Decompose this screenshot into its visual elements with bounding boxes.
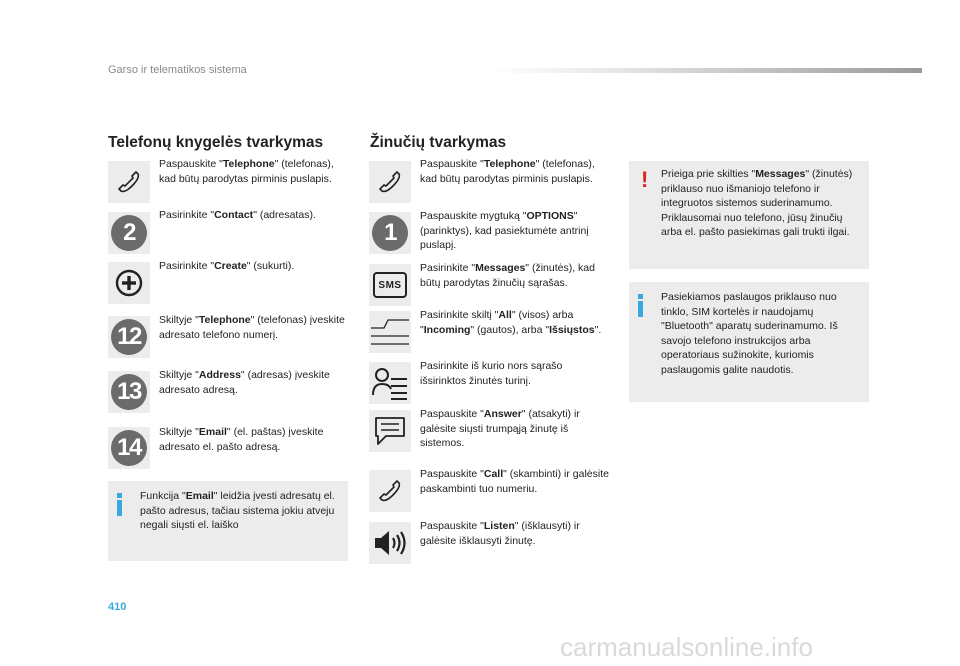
phonebook-section-title: Telefonų knygelės tvarkymas xyxy=(108,134,324,151)
text-run: Pasirinkite " xyxy=(159,209,215,221)
text-run: " (adresas) įveskite adresato adresą. xyxy=(159,369,330,396)
step-text xyxy=(420,308,610,337)
text-run: " (telefonas), kad būtų parodytas pirminis puslapis. xyxy=(159,158,334,185)
info-icon xyxy=(638,294,643,318)
text-run: Pasirinkite " xyxy=(420,262,476,274)
step-icon-box xyxy=(108,262,150,304)
header-bar xyxy=(490,68,922,73)
emphasized-term: OPTIONS xyxy=(526,210,574,222)
step-text xyxy=(159,368,351,397)
step-text xyxy=(420,157,610,186)
text-run: Paspauskite " xyxy=(420,468,484,480)
emphasized-term: Email xyxy=(185,490,214,502)
step-icon-box xyxy=(369,362,411,404)
text-run: Pasirinkite iš kurio nors sąrašo išsirinktos žinutės turinį. xyxy=(420,360,563,387)
phone-handset-icon xyxy=(375,476,405,506)
services-info-note xyxy=(629,282,869,402)
number-icon: 12 xyxy=(111,319,147,355)
number-icon: 14 xyxy=(111,430,147,466)
step-text xyxy=(420,467,610,496)
text-run: " (visos) arba " xyxy=(420,309,574,336)
note-text xyxy=(661,167,859,240)
message-detail-icon xyxy=(371,365,409,401)
text-run: Pasiekiamos paslaugos priklauso nuo tinklo, SIM kortelės ir naudojamų "Bluetooth" aparatų suderinamumo. Iš savojo telefono instrukcijos arba operatoriaus sužinokite, kuriomis paslaugomis galite naudotis. xyxy=(661,291,838,376)
warning-icon: ! xyxy=(641,167,649,192)
emphasized-term: Incoming xyxy=(423,323,471,336)
text-run: Paspauskite " xyxy=(420,408,484,420)
emphasized-term: All xyxy=(498,309,512,321)
text-run: Paspauskite " xyxy=(159,158,223,170)
step-icon-box xyxy=(108,161,150,203)
text-run: Skiltyje " xyxy=(159,314,199,326)
reply-icon xyxy=(372,414,408,448)
text-run: Skiltyje " xyxy=(159,426,199,438)
text-run: " (el. paštas) įveskite adresato el. pašto adresą. xyxy=(159,426,324,453)
emphasized-term: Email xyxy=(198,426,227,438)
sms-icon-label: SMS xyxy=(378,279,402,291)
step-icon-box xyxy=(108,212,150,254)
sms-icon xyxy=(373,272,407,298)
step-text xyxy=(420,209,610,253)
watermark-url: carmanualsonline.info xyxy=(560,632,813,662)
text-run: " (žinutės), kad būtų parodytas žinučių sąrašas. xyxy=(420,262,595,289)
emphasized-term: Listen xyxy=(483,520,515,532)
text-run: Pasirinkite " xyxy=(159,260,215,272)
tabs-icon xyxy=(370,316,410,348)
step-icon-box xyxy=(369,470,411,512)
step-icon-box xyxy=(369,161,411,203)
emphasized-term: Messages xyxy=(755,168,806,180)
text-run: ". xyxy=(594,323,602,336)
emphasized-term: Answer xyxy=(483,408,522,420)
page-number: 410 xyxy=(108,601,127,613)
add-icon xyxy=(113,267,145,299)
number-icon: 1 xyxy=(372,215,408,251)
step-text xyxy=(159,259,351,274)
text-run: Paspauskite mygtuką " xyxy=(420,210,527,222)
text-run: Skiltyje " xyxy=(159,369,199,381)
step-icon-box xyxy=(108,316,150,358)
number-icon: 2 xyxy=(111,215,147,251)
email-info-note xyxy=(108,481,348,561)
emphasized-term: Address xyxy=(198,369,241,381)
text-run: Funkcija " xyxy=(140,490,186,502)
step-icon-box xyxy=(369,212,411,254)
text-run: " (atsakyti) ir galėsite siųsti trumpąją žinutę iš sistemos. xyxy=(420,408,580,449)
emphasized-term: Išsiųstos xyxy=(549,323,595,336)
text-run: " (adresatas). xyxy=(253,209,316,221)
step-text xyxy=(159,313,351,342)
emphasized-term: Contact xyxy=(214,209,254,221)
text-run: " (telefonas) įveskite adresato telefono numerį. xyxy=(159,314,345,341)
note-text xyxy=(661,290,859,377)
emphasized-term: Telephone xyxy=(198,314,251,326)
text-run: Paspauskite " xyxy=(420,520,484,532)
running-header: Garso ir telematikos sistema xyxy=(108,64,247,76)
text-run: " (žinutės) priklauso nuo išmaniojo telefono ir integruotos sistemos suderinamumo. Priklausomai nuo telefono, jūsų žinučių arba el. pašto pasiekimas gali trukti ilgai. xyxy=(661,168,853,238)
step-text xyxy=(420,407,610,451)
messages-warning-note xyxy=(629,161,869,269)
step-text xyxy=(420,261,610,290)
text-run: " leidžia įvesti adresatų el. pašto adresus, tačiau sistema jokiu atveju negali siųsti el. laiško xyxy=(140,490,335,531)
emphasized-term: Create xyxy=(214,260,247,272)
step-text xyxy=(159,425,351,454)
text-run: " (skambinti) ir galėsite paskambinti tuo numeriu. xyxy=(420,468,609,495)
text-run: " (sukurti). xyxy=(246,260,295,272)
text-run: " (parinktys), kad pasiektumėte antrinį puslapį. xyxy=(420,210,589,251)
step-text xyxy=(159,157,351,186)
step-icon-box xyxy=(108,427,150,469)
text-run: " (gautos), arba " xyxy=(470,323,550,336)
step-text xyxy=(420,359,610,388)
emphasized-term: Messages xyxy=(475,262,526,274)
step-icon-box xyxy=(369,311,411,353)
number-icon: 13 xyxy=(111,374,147,410)
text-run: Pasirinkite skiltį " xyxy=(420,309,499,321)
emphasized-term: Telephone xyxy=(483,158,536,170)
step-text xyxy=(159,208,351,223)
info-icon xyxy=(117,493,122,517)
step-text xyxy=(420,519,610,548)
text-run: " (telefonas), kad būtų parodytas pirminis puslapis. xyxy=(420,158,595,185)
text-run: Prieiga prie skilties " xyxy=(661,168,756,180)
messages-section-title: Žinučių tvarkymas xyxy=(370,134,507,151)
text-run: Paspauskite " xyxy=(420,158,484,170)
phone-handset-icon xyxy=(114,167,144,197)
step-icon-box xyxy=(108,371,150,413)
step-icon-box xyxy=(369,410,411,452)
note-text xyxy=(140,489,338,533)
speaker-icon xyxy=(372,528,408,558)
phone-handset-icon xyxy=(375,167,405,197)
text-run: " (išklausyti) ir galėsite išklausyti žinutę. xyxy=(420,520,580,547)
step-icon-box xyxy=(369,264,411,306)
step-icon-box xyxy=(369,522,411,564)
emphasized-term: Telephone xyxy=(222,158,275,170)
emphasized-term: Call xyxy=(483,468,504,480)
